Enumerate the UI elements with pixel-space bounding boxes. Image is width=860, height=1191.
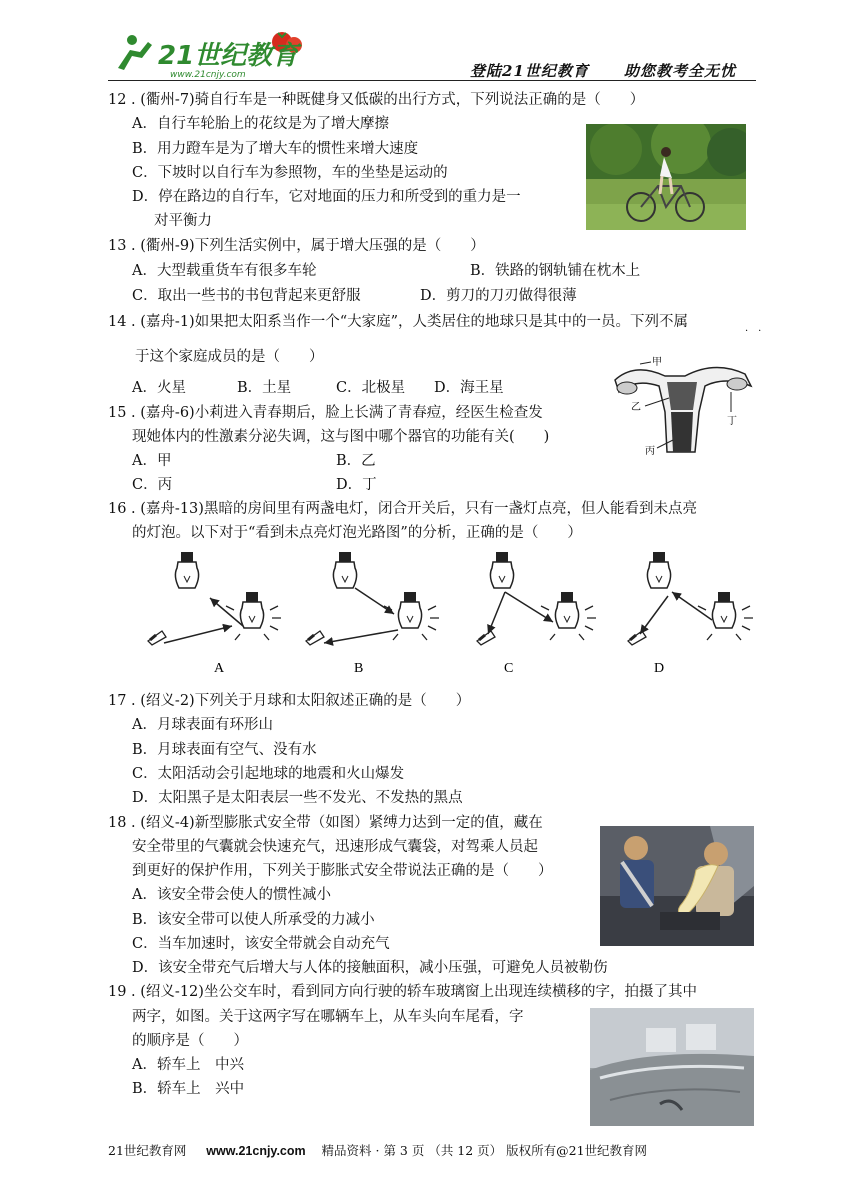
option-c-diagram xyxy=(477,552,596,645)
option-d-label: D xyxy=(654,661,665,676)
logo-url: www.21cnjy.com xyxy=(170,70,246,80)
q12-option-c: C．下坡时以自行车为参照物，车的坐垫是运动的 xyxy=(132,165,448,181)
emphasis-dots: ·· xyxy=(745,326,772,337)
q13-stem: 13 . (衢州-9)下列生活实例中，属于增大压强的是（ ） xyxy=(108,238,485,254)
q15-option-b: B．乙 xyxy=(336,453,376,469)
diagram-label-bing: 丙 xyxy=(645,446,655,457)
site-logo xyxy=(112,28,312,80)
footer-page-info: 精品资料 · 第 3 页 （共 12 页） 版权所有@21世纪教育网 xyxy=(321,1143,648,1158)
footer xyxy=(108,1141,647,1159)
q15-stem: 15 . (嘉舟-6)小莉进入青春期后，脸上长满了青春痘，经医生检查发 xyxy=(108,405,543,421)
q18-option-d: D．该安全带充气后增大与人体的接触面积，减小压强，可避免人员被勒伤 xyxy=(132,960,608,976)
q15-stem-cont: 现她体内的性激素分泌失调，这与图中哪个器官的功能有关( ) xyxy=(132,429,550,445)
q19-stem-cont1: 两字，如图。关于这两字写在哪辆车上，从车头向车尾看，字 xyxy=(132,1009,524,1025)
footer-url[interactable]: www.21cnjy.com xyxy=(206,1144,306,1158)
q14-option-b: B．土星 xyxy=(237,380,292,396)
q13-option-b: B．铁路的钢轨铺在枕木上 xyxy=(470,263,641,279)
q15-option-a: A．甲 xyxy=(132,453,172,469)
q13-option-c: C．取出一些书的书包背起来更舒服 xyxy=(132,288,361,304)
q12-option-a: A．自行车轮胎上的花纹是为了增大摩擦 xyxy=(132,116,389,132)
q12-stem: 12 . (衢州-7)骑自行车是一种既健身又低碳的出行方式，下列说法正确的是（ ） xyxy=(108,92,645,108)
diagram-label-jia: 甲 xyxy=(652,357,662,368)
header-slogan-left: 登陆21世纪教育 xyxy=(470,62,589,80)
q13-option-a: A．大型载重货车有很多车轮 xyxy=(132,263,317,279)
q17-option-c: C．太阳活动会引起地球的地震和火山爆发 xyxy=(132,766,405,782)
q17-option-b: B．月球表面有空气、没有水 xyxy=(132,742,317,758)
q14-option-c: C．北极星 xyxy=(336,380,406,396)
header-rule xyxy=(108,80,756,81)
reproductive-organ-diagram xyxy=(605,352,761,460)
q12-option-b: B．用力蹬车是为了增大车的惯性来增大速度 xyxy=(132,141,419,157)
q19-option-a: A．轿车上 中兴 xyxy=(132,1057,244,1073)
header-slogan-right: 助您教考全无忧 xyxy=(624,62,737,80)
q12-option-d: D．停在路边的自行车，它对地面的压力和所受到的重力是一 xyxy=(132,189,521,205)
q19-option-b: B．轿车上 兴中 xyxy=(132,1081,245,1097)
q19-stem-cont2: 的顺序是（ ） xyxy=(132,1033,248,1049)
q14-option-a: A．火星 xyxy=(132,380,186,396)
q17-option-a: A．月球表面有环形山 xyxy=(132,717,273,733)
q18-option-a: A．该安全带会使人的惯性减小 xyxy=(132,887,331,903)
q18-stem-cont2: 到更好的保护作用，下列关于膨胀式安全带说法正确的是（ ） xyxy=(132,863,553,879)
q18-option-c: C．当车加速时，该安全带就会自动充气 xyxy=(132,936,390,952)
q18-option-b: B．该安全带可以使人所承受的力减小 xyxy=(132,912,375,928)
q19-stem: 19 . (绍义-12)坐公交车时，看到同方向行驶的轿车玻璃窗上出现连续横移的字，拍摄了其中 xyxy=(108,984,697,1000)
diagram-label-yi: 乙 xyxy=(631,402,641,413)
q17-stem: 17 . (绍义-2)下列关于月球和太阳叙述正确的是（ ） xyxy=(108,693,471,709)
q17-option-d: D．太阳黑子是太阳表层一些不发光、不发热的黑点 xyxy=(132,790,463,806)
option-b-label: B xyxy=(354,661,364,676)
q12-option-d-cont: 对平衡力 xyxy=(154,213,212,229)
option-b-diagram xyxy=(306,552,439,645)
q15-option-c: C．丙 xyxy=(132,477,173,493)
cyclist-photo xyxy=(586,124,746,230)
seatbelt-photo xyxy=(600,826,754,946)
option-c-label: C xyxy=(504,661,514,676)
q14-stem-cont: 于这个家庭成员的是（ ） xyxy=(135,349,324,365)
q13-option-d: D．剪刀的刀刃做得很薄 xyxy=(420,288,577,304)
logo-text: 21世纪教育 xyxy=(158,41,299,71)
q18-stem-cont1: 安全带里的气囊就会快速充气，迅速形成气囊袋，对驾乘人员起 xyxy=(132,839,538,855)
q14-stem: 14 . (嘉舟-1)如果把太阳系当作一个“大家庭”，人类居住的地球只是其中的一员。下列不属 xyxy=(108,314,689,330)
option-a-label: A xyxy=(214,661,225,676)
light-path-diagrams xyxy=(140,548,780,683)
diagram-label-ding: 丁 xyxy=(727,416,737,427)
q15-option-d: D．丁 xyxy=(336,477,377,493)
footer-site: 21世纪教育网 xyxy=(108,1143,187,1158)
q18-stem: 18 . (绍义-4)新型膨胀式安全带（如图）紧缚力达到一定的值，藏在 xyxy=(108,815,543,831)
q16-stem: 16 . (嘉舟-13)黑暗的房间里有两盏电灯，闭合开关后，只有一盏灯点亮，但人能看到未点亮 xyxy=(108,501,697,517)
q16-stem-cont: 的灯泡。以下对于“看到未点亮灯泡光路图”的分析，正确的是（ ） xyxy=(132,525,582,541)
car-window-photo xyxy=(590,1008,754,1126)
q14-option-d: D．海王星 xyxy=(434,380,504,396)
option-d-diagram xyxy=(628,552,753,645)
option-a-diagram xyxy=(148,552,281,645)
